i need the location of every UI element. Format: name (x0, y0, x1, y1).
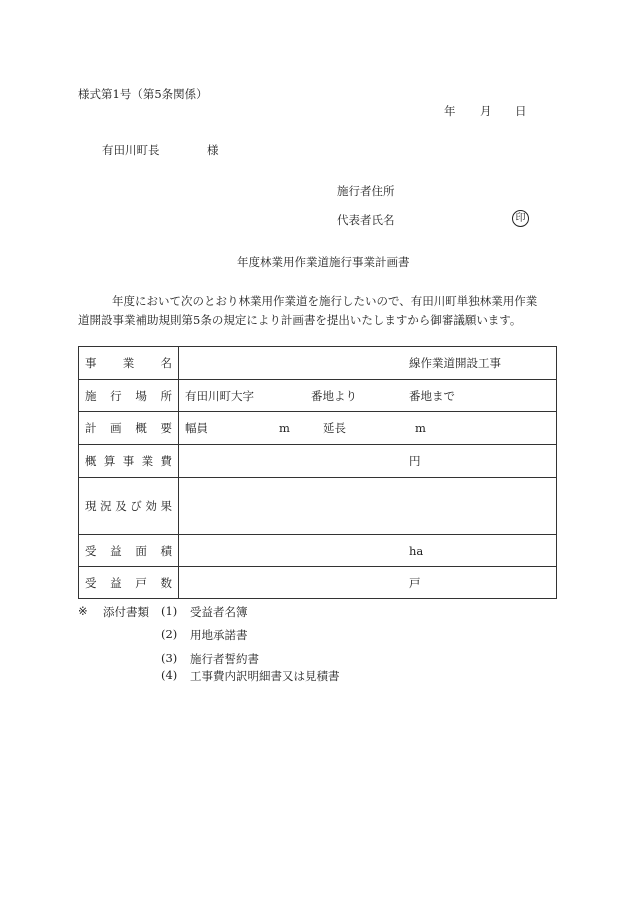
label-char: 画 (110, 421, 122, 435)
households-cell[interactable] (179, 567, 557, 599)
document-title: 年度林業用作業道施行事業計画書 (237, 255, 410, 269)
label-char: 費 (160, 454, 172, 468)
label-char: 戸 (135, 575, 147, 590)
attachment-item: 施行者誓約書 (190, 652, 259, 666)
cost-cell[interactable] (179, 445, 557, 478)
label-char: 場 (135, 388, 147, 403)
row-label (79, 567, 179, 599)
project-name-cell[interactable] (179, 347, 557, 380)
table-row-effect (79, 478, 557, 535)
label-char: 所 (160, 388, 172, 403)
label-char: 効 (145, 499, 157, 513)
label-char: 事 (85, 356, 97, 370)
label-char: 益 (110, 543, 122, 558)
attachment-number: (1) (161, 604, 178, 618)
label-char: 事 (122, 454, 135, 468)
location-town: 有田川町大字 (185, 388, 254, 403)
label-char: 名 (160, 356, 172, 370)
label-char: 受 (85, 575, 97, 590)
label-char: 業 (122, 356, 135, 370)
row-label (79, 380, 179, 412)
attachment-number: (3) (161, 651, 178, 665)
label-char: 面 (135, 543, 147, 558)
area-unit: ha (409, 543, 424, 558)
label-char: 施 (85, 388, 97, 403)
table-row-area (79, 535, 557, 567)
body-line-1: 年度において次のとおり林業用作業道を施行したいので、有田川町単独林業用作業 (112, 294, 538, 308)
seal-mark: 印 (512, 210, 529, 227)
form-number: 様式第1号（第5条関係） (78, 87, 208, 101)
applicant-name-label: 代表者氏名 (337, 213, 395, 227)
label-char: 数 (160, 575, 172, 590)
width-label: 幅員 (185, 421, 208, 435)
date-day-label: 日 (515, 104, 527, 118)
location-from: 番地より (311, 388, 357, 403)
label-char: 業 (141, 454, 154, 468)
outline-cell[interactable] (179, 412, 557, 445)
label-char: 積 (160, 543, 172, 558)
row-label (79, 535, 179, 567)
attachment-number: (2) (161, 627, 178, 641)
label-char: 果 (160, 499, 172, 513)
label-char: 受 (85, 543, 97, 558)
location-to: 番地まで (409, 388, 455, 403)
date-year-label: 年 (444, 104, 456, 118)
label-char: 概 (135, 421, 147, 435)
width-unit: m (279, 421, 290, 435)
attachment-item: 工事費内訳明細書又は見積書 (190, 669, 340, 683)
table-row-cost (79, 445, 557, 478)
label-char: 況 (100, 499, 112, 513)
label-char: 概 (85, 454, 97, 468)
attachments-heading: 添付書類 (103, 605, 149, 619)
households-unit: 戸 (409, 575, 421, 590)
area-cell[interactable] (179, 535, 557, 567)
length-label: 延長 (323, 421, 346, 435)
plan-table (78, 346, 557, 599)
cost-unit: 円 (409, 454, 421, 468)
attachment-item: 受益者名簿 (190, 605, 248, 619)
location-cell[interactable] (179, 380, 557, 412)
honorific: 様 (207, 143, 219, 157)
label-char: 及 (115, 499, 127, 513)
applicant-address-label: 施行者住所 (337, 184, 395, 198)
label-char: 要 (160, 421, 172, 435)
label-char: 行 (110, 388, 122, 403)
label-char: 算 (103, 454, 116, 468)
table-row-location (79, 380, 557, 412)
row-label (79, 412, 179, 445)
attachment-number: (4) (161, 668, 178, 682)
length-unit: m (415, 421, 426, 435)
body-line-2: 道開設事業補助規則第5条の規定により計画書を提出いたしますから御審議願います。 (78, 313, 522, 327)
project-name-suffix: 線作業道開設工事 (409, 356, 501, 370)
table-row-project-name (79, 347, 557, 380)
row-label (79, 445, 179, 478)
label-char: び (130, 499, 142, 513)
row-label (79, 347, 179, 380)
label-char: 益 (110, 575, 122, 590)
date-month-label: 月 (480, 104, 492, 118)
effect-cell[interactable] (179, 478, 557, 535)
attachment-item: 用地承諾書 (190, 628, 248, 642)
note-mark: ※ (78, 604, 88, 618)
table-row-households (79, 567, 557, 599)
label-char: 計 (85, 421, 97, 435)
addressee: 有田川町長 (102, 143, 160, 157)
table-row-outline (79, 412, 557, 445)
label-char: 現 (85, 499, 97, 513)
row-label (79, 478, 179, 535)
